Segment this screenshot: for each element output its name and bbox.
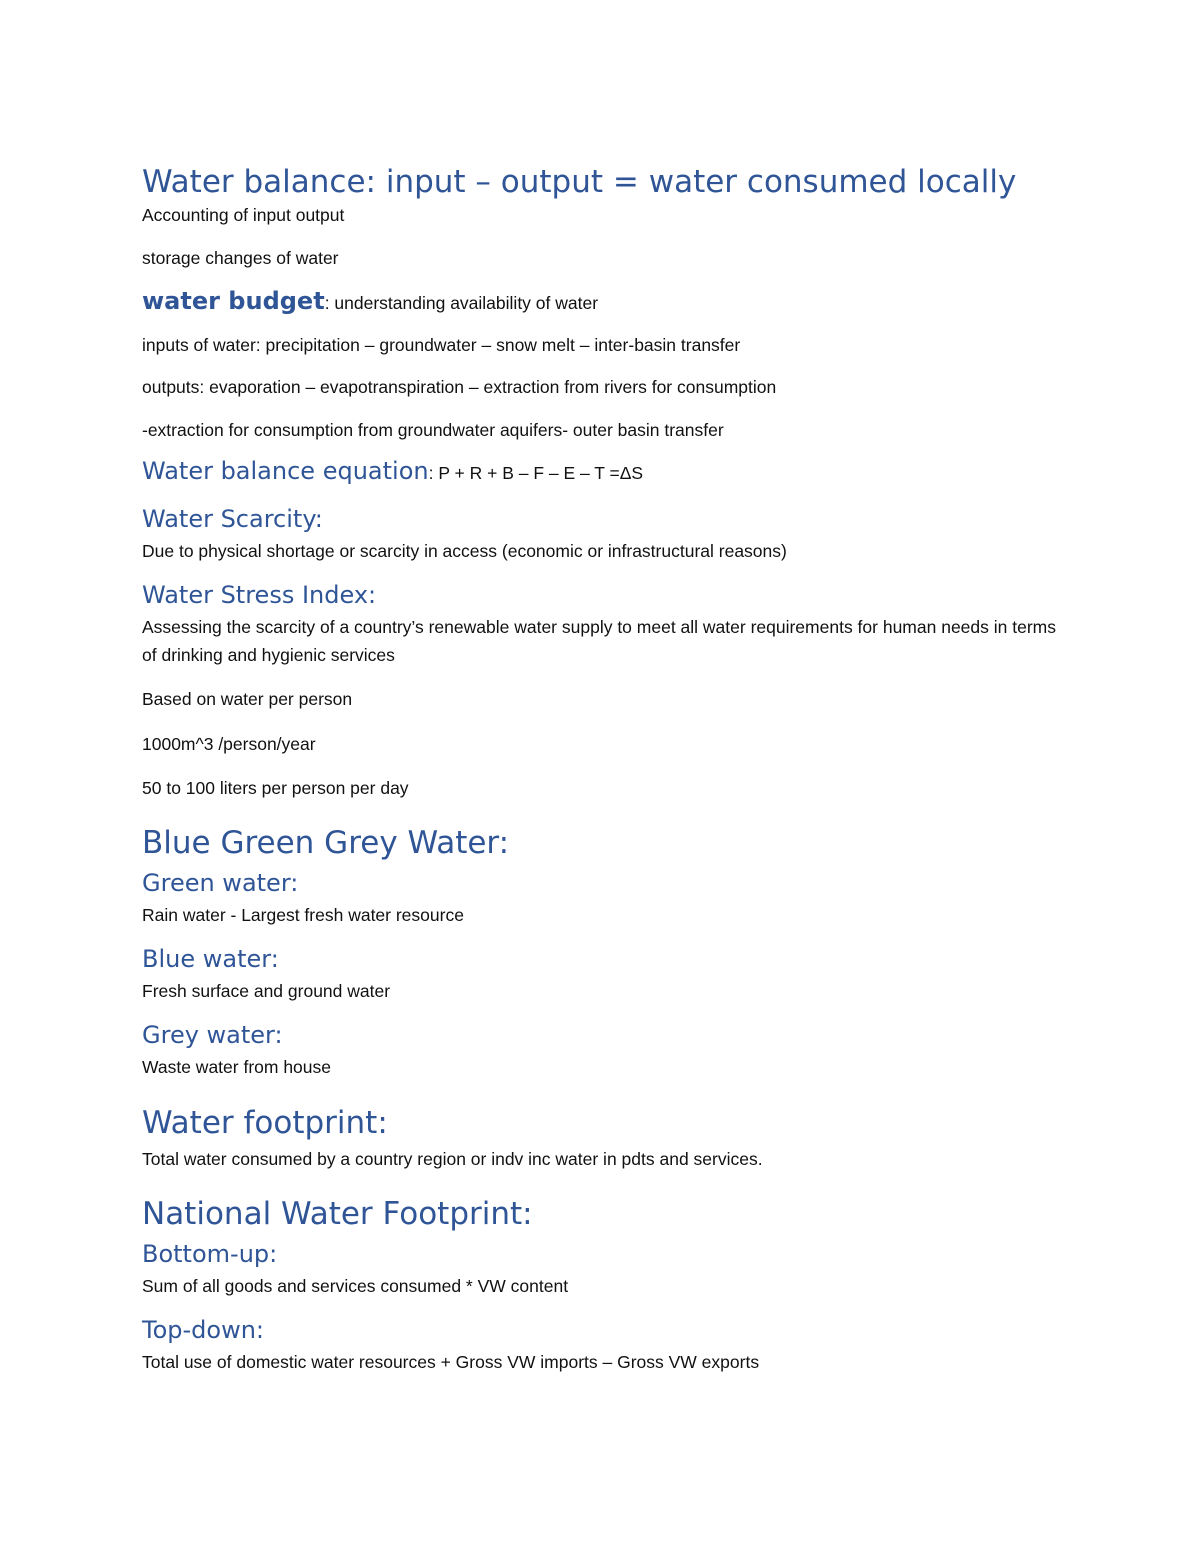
green-water-text: Rain water - Largest fresh water resource <box>142 905 464 925</box>
grey-water-heading: Grey water: <box>142 1021 283 1049</box>
blue-water-heading: Blue water: <box>142 945 279 973</box>
accounting-line: Accounting of input output <box>142 205 345 225</box>
balance-equation-text: : P + R + B – F – E – T =ΔS <box>428 463 644 483</box>
stress-based-line: Based on water per person <box>142 689 353 709</box>
water-budget-heading: water budget <box>142 287 325 315</box>
top-down-heading: Top-down: <box>142 1316 265 1344</box>
water-footprint-text: Total water consumed by a country region or indv inc water in pdts and services. <box>142 1149 763 1169</box>
scarcity-heading: Water Scarcity: <box>142 505 323 533</box>
stress-index-text: Assessing the scarcity of a country’s renewable water supply to meet all water requirements for human needs in terms of drinking and hygienic services <box>142 617 1056 665</box>
extraction-line: -extraction for consumption from groundwater aquifers- outer basin transfer <box>142 420 724 440</box>
bottom-up-heading: Bottom-up: <box>142 1240 278 1268</box>
water-budget-text: : understanding availability of water <box>324 293 599 313</box>
water-budget-paragraph <box>142 284 598 318</box>
blue-water-text: Fresh surface and ground water <box>142 981 391 1001</box>
blue-green-grey-heading: Blue Green Grey Water: <box>142 825 510 861</box>
water-footprint-heading: Water footprint: <box>142 1105 388 1141</box>
balance-equation-heading: Water balance equation <box>142 457 429 485</box>
stress-index-heading: Water Stress Index: <box>142 581 377 609</box>
balance-equation-paragraph <box>142 454 643 488</box>
grey-water-text: Waste water from house <box>142 1057 332 1077</box>
bottom-up-text: Sum of all goods and services consumed * VW content <box>142 1276 569 1296</box>
scarcity-text: Due to physical shortage or scarcity in access (economic or infrastructural reasons) <box>142 541 787 561</box>
stress-liters-line: 50 to 100 liters per person per day <box>142 778 409 798</box>
top-down-text: Total use of domestic water resources + Gross VW imports – Gross VW exports <box>142 1352 760 1372</box>
storage-line: storage changes of water <box>142 248 339 268</box>
national-footprint-heading: National Water Footprint: <box>142 1196 533 1232</box>
page-title: Water balance: input – output = water consumed locally <box>142 164 1017 200</box>
outputs-line: outputs: evaporation – evapotranspiration – extraction from rivers for consumption <box>142 377 777 397</box>
stress-volume-line: 1000m^3 /person/year <box>142 734 316 754</box>
inputs-line: inputs of water: precipitation – groundwater – snow melt – inter-basin transfer <box>142 335 741 355</box>
green-water-heading: Green water: <box>142 869 299 897</box>
